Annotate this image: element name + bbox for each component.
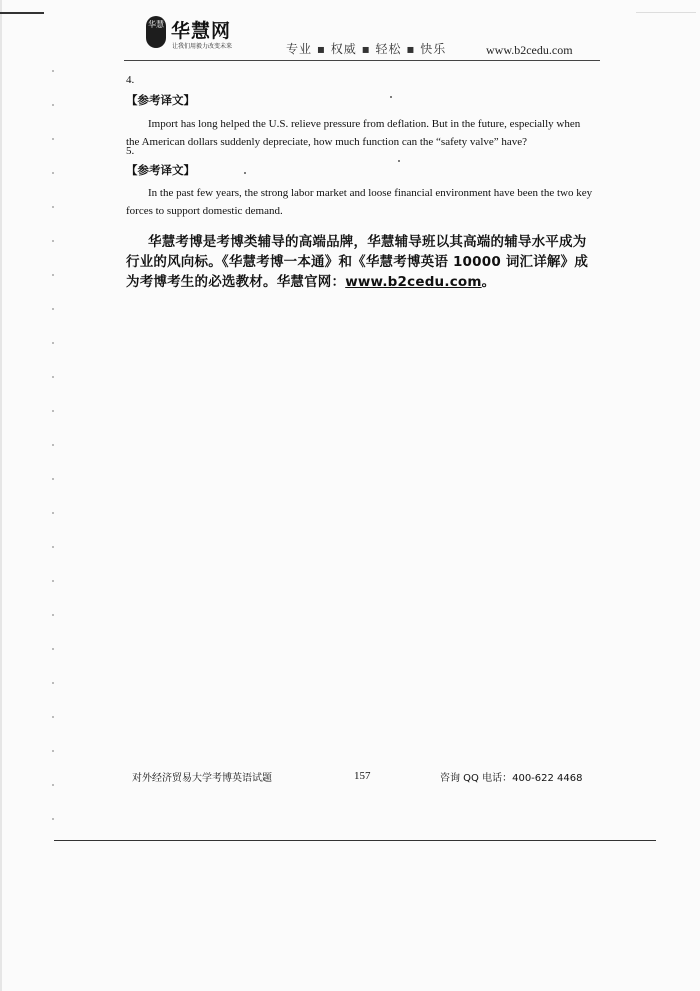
scan-speck <box>390 96 392 98</box>
header-url: www.b2cedu.com <box>486 43 573 57</box>
footer-title: 对外经济贸易大学考博英语试题 <box>132 773 272 784</box>
scan-speck <box>398 160 400 162</box>
header-divider <box>124 60 600 61</box>
translation-text-5: In the past few years, the strong labor market and loose financial environment have been the two key forces to support domestic demand. <box>126 187 593 217</box>
footer-divider <box>54 840 656 841</box>
header-slogan: 专业 ▪ 权威 ▪ 轻松 ▪ 快乐 <box>286 42 447 56</box>
logo-emblem-icon: 华慧 <box>146 16 166 48</box>
promo-paragraph <box>126 232 600 292</box>
scan-edge <box>0 0 2 991</box>
reference-translation-heading-5: 【参考译文】 <box>126 163 195 177</box>
logo-tagline: 让我们用毅力改变未来 <box>172 43 233 50</box>
scan-mark <box>0 12 44 14</box>
question-number-4: 4. <box>126 74 135 86</box>
logo <box>146 14 256 50</box>
logo-name: 华慧网 <box>171 20 232 42</box>
reference-translation-heading-4: 【参考译文】 <box>126 93 195 107</box>
footer-contact: 咨询 QQ 电话：400-622 4468 <box>440 773 583 784</box>
promo-text: 华慧考博是考博类辅导的高端品牌，华慧辅导班以其高端的辅导水平成为行业的风向标。《华慧考博一本通》和《华慧考博英语 10000 词汇详解》成为考博考生的必选教材。华慧官网： <box>126 234 589 290</box>
question-number-5: 5. <box>126 145 135 157</box>
promo-end: 。 <box>481 274 496 290</box>
website-link[interactable]: www.b2cedu.com <box>345 274 482 290</box>
scan-mark <box>636 12 696 13</box>
translation-text-4: Import has long helped the U.S. relieve pressure from deflation. But in the future, especially when the American dollars suddenly depreciate, how much function can the “safety valve” have? <box>126 118 581 148</box>
page-number: 157 <box>354 770 371 782</box>
binding-dots <box>52 70 54 840</box>
scan-speck <box>244 172 246 174</box>
